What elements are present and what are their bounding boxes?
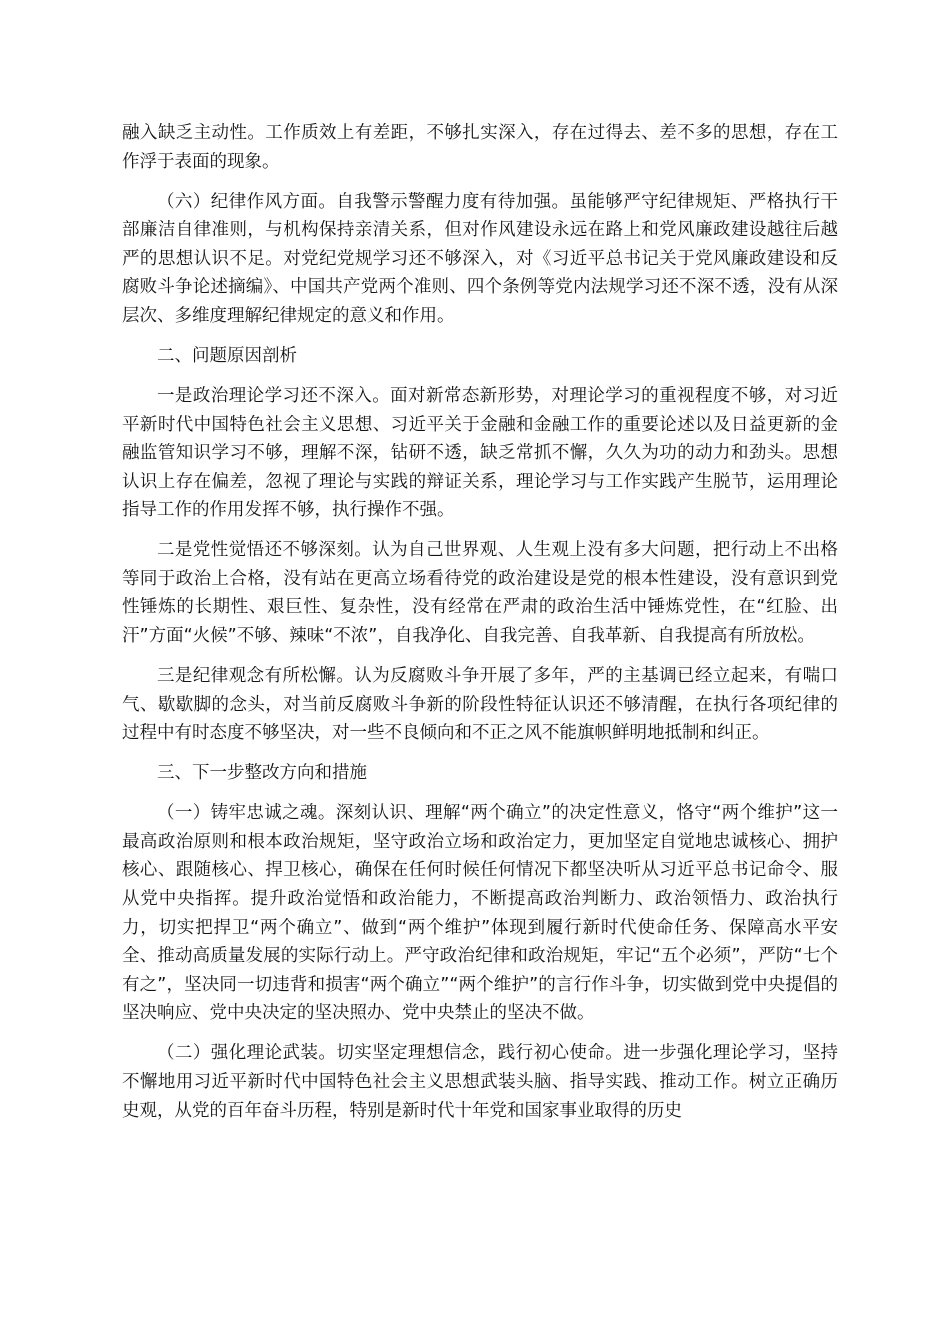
paragraph-cause-discipline: 三是纪律观念有所松懈。认为反腐败斗争开展了多年，严的主基调已经立起来，有喘口气、歇歇脚的念头，对当前反腐败斗争新的阶段性特征认识还不够清醒，在执行各项纪律的过程中有时态度不够坚决，对一些不良倾向和不正之风不能旗帜鲜明地抵制和纠正。 <box>122 666 838 744</box>
section-heading-cause-analysis: 二、问题原因剖析 <box>157 345 297 366</box>
paragraph-cause-party-spirit: 二是党性觉悟还不够深刻。认为自己世界观、人生观上没有多大问题，把行动上不出格等同于政治上合格，没有站在更高立场看待党的政治建设是党的根本性建设，没有意识到党性锤炼的长期性、艰巨性、复杂性，没有经常在严肃的政治生活中锤炼党性，在“红脸、出汗”方面“火候”不够、辣味“不浓”，自我净化、自我完善、自我革新、自我提高有所放松。 <box>122 540 838 647</box>
paragraph-continuation: 融入缺乏主动性。工作质效上有差距，不够扎实深入，存在过得去、差不多的思想，存在工作浮于表面的现象。 <box>122 123 838 172</box>
paragraph-discipline-style: （六）纪律作风方面。自我警示警醒力度有待加强。虽能够严守纪律规矩、严格执行干部廉洁自律准则，与机构保持亲清关系，但对作风建设永远在路上和党风廉政建设越往后越严的思想认识不足。对党纪党规学习还不够深入，对《习近平总书记关于党风廉政建设和反腐败斗争论述摘编》、中国共产党两个准则、四个条例等党内法规学习还不深不透，没有从深层次、多维度理解纪律规定的意义和作用。 <box>122 191 838 326</box>
paragraph-measure-loyalty: （一）铸牢忠诚之魂。深刻认识、理解“两个确立”的决定性意义，恪守“两个维护”这一最高政治原则和根本政治规矩，坚守政治立场和政治定力，更加坚定自觉地忠诚核心、拥护核心、跟随核心、捍卫核心，确保在任何时候任何情况下都坚决听从习近平总书记命令、服从党中央指挥。提升政治觉悟和政治能力，不断提高政治判断力、政治领悟力、政治执行力，切实把捍卫“两个确立”、做到“两个维护”体现到履行新时代使命任务、保障高水平安全、推动高质量发展的实际行动上。严守政治纪律和政治规矩，牢记“五个必须”，严防“七个有之”，坚决同一切违背和损害“两个确立”“两个维护”的言行作斗争，切实做到党中央提倡的坚决响应、党中央决定的坚决照办、党中央禁止的坚决不做。 <box>122 803 838 1024</box>
section-heading-next-steps: 三、下一步整改方向和措施 <box>157 763 367 784</box>
paragraph-measure-theory: （二）强化理论武装。切实坚定理想信念，践行初心使命。进一步强化理论学习，坚持不懈地用习近平新时代中国特色社会主义思想武装头脑、指导实践、推动工作。树立正确历史观，从党的百年奋斗历程，特别是新时代十年党和国家事业取得的历史 <box>122 1043 838 1121</box>
document-body <box>122 119 838 1137</box>
paragraph-cause-theory: 一是政治理论学习还不深入。面对新常态新形势，对理论学习的重视程度不够，对习近平新时代中国特色社会主义思想、习近平关于金融和金融工作的重要论述以及日益更新的金融监管知识学习不够，理解不深，钻研不透，缺乏常抓不懈，久久为功的动力和劲头。思想认识上存在偏差，忽视了理论与实践的辩证关系，理论学习与工作实践产生脱节，运用理论指导工作的作用发挥不够，执行操作不强。 <box>122 385 838 521</box>
